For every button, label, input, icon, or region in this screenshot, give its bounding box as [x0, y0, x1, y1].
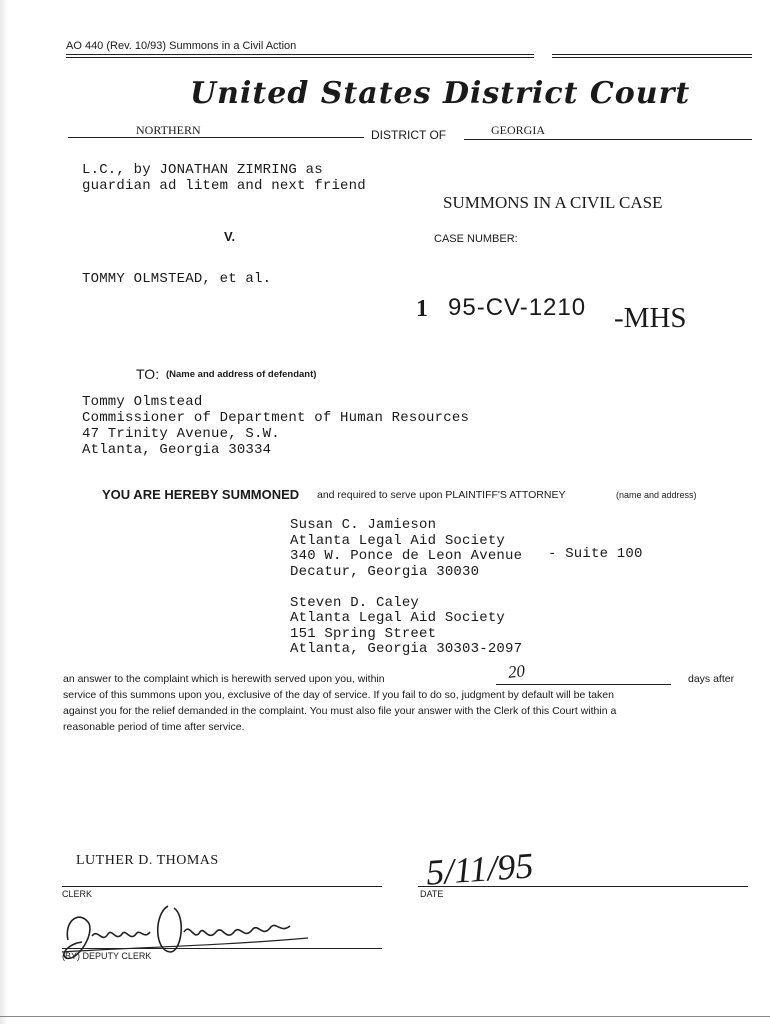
defendant-address-1: Tommy Olmstead [82, 394, 203, 410]
versus: V. [224, 229, 236, 244]
date-line [418, 886, 748, 887]
attorney2-line-3: 151 Spring Street [290, 626, 437, 642]
district-name: NORTHERN [136, 123, 201, 137]
deputy-signature-text [64, 930, 72, 931]
defendant-address-4: Atlanta, Georgia 30334 [82, 442, 272, 458]
defendant-address-2: Commissioner of Department of Human Resources [82, 410, 470, 426]
clerk-label: CLERK [62, 889, 93, 899]
form-id: AO 440 (Rev. 10/93) Summons in a Civil Action [66, 40, 297, 52]
district-state: GEORGIA [491, 123, 545, 137]
attorney1-line-1: Susan C. Jamieson [290, 517, 437, 533]
attorney1-line-4: Decatur, Georgia 30030 [290, 564, 480, 580]
deputy-label: (BY) DEPUTY CLERK [62, 951, 152, 961]
answer-line-1: service of this summons upon you, exclusive of the day of service. If you fail to do so, judgment by default will be taken [63, 689, 614, 701]
clerk-line [62, 886, 382, 887]
case-number-main: 95-CV-1210 [448, 294, 587, 321]
scan-edge [0, 0, 8, 1024]
case-number-suffix: -MHS [614, 302, 687, 334]
summons-heading: SUMMONS IN A CIVIL CASE [443, 193, 663, 212]
answer-days-after: days after [688, 673, 735, 685]
district-of-label: DISTRICT OF [371, 128, 447, 142]
attorney1-line-3: 340 W. Ponce de Leon Avenue [290, 548, 523, 564]
answer-line-3: reasonable period of time after service. [63, 721, 245, 733]
attorney2-line-2: Atlanta Legal Aid Society [290, 610, 506, 626]
attorney1-suite: - Suite 100 [548, 546, 643, 562]
header-rule [66, 54, 534, 55]
header-rule-double [66, 57, 534, 58]
case-number-prefix: 1 [416, 296, 428, 322]
attorney2-line-1: Steven D. Caley [290, 595, 420, 611]
days-blank [496, 684, 671, 685]
to-sublabel: (Name and address of defendant) [166, 369, 317, 380]
plaintiff-line-1: L.C., by JONATHAN ZIMRING as [82, 162, 323, 178]
case-number-label: CASE NUMBER: [434, 233, 518, 245]
summoned-bold: YOU ARE HEREBY SUMMONED [102, 487, 300, 502]
answer-days-handwritten: 20 [507, 661, 526, 682]
answer-line-2: against you for the relief demanded in the complaint. You must also file your answer with the Clerk of this Court within a [63, 705, 617, 717]
defendant: TOMMY OLMSTEAD, et al. [82, 271, 272, 287]
deputy-line [62, 948, 382, 949]
header-rule-right-double [552, 57, 752, 58]
summoned-sub: (name and address) [616, 490, 697, 500]
bottom-rule [0, 1016, 770, 1017]
defendant-address-3: 47 Trinity Avenue, S.W. [82, 426, 280, 442]
clerk-name: LUTHER D. THOMAS [76, 853, 219, 868]
plaintiff-line-2: guardian ad litem and next friend [82, 178, 366, 194]
district-underline [68, 137, 364, 138]
attorney1-line-2: Atlanta Legal Aid Society [290, 533, 506, 549]
date-label: DATE [420, 889, 444, 899]
to-label: TO: [136, 366, 160, 382]
answer-intro: an answer to the complaint which is herewith served upon you, within [63, 673, 385, 685]
header-rule-right [552, 54, 752, 55]
state-underline [464, 139, 752, 140]
date-handwritten: 5/11/95 [424, 845, 535, 893]
summoned-text: and required to serve upon PLAINTIFF'S ATTORNEY [317, 489, 566, 501]
attorney2-line-4: Atlanta, Georgia 30303-2097 [290, 641, 523, 657]
court-title: United States District Court [190, 76, 691, 111]
